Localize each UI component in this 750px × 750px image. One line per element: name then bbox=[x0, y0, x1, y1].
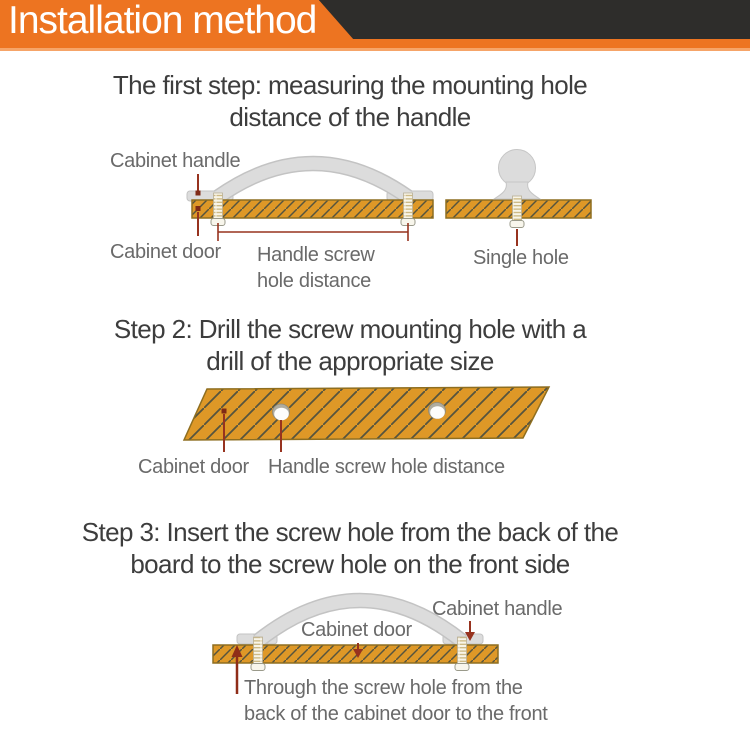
cabinet-door-pointer bbox=[196, 206, 201, 236]
drilled-hole-right bbox=[429, 403, 446, 419]
header-dark-ribbon bbox=[310, 0, 750, 39]
cabinet-handle-pointer bbox=[196, 174, 201, 196]
page-title: Installation method bbox=[8, 0, 317, 42]
label-screw-distance-line2: hole distance bbox=[257, 270, 371, 292]
step3-heading bbox=[10, 516, 690, 580]
label-cabinet-door-2: Cabinet door bbox=[138, 456, 249, 478]
handle-arc bbox=[218, 164, 408, 198]
drilled-hole-left bbox=[273, 404, 290, 420]
screw-right bbox=[401, 193, 415, 226]
step1-heading-line2: distance of the handle bbox=[229, 102, 471, 132]
header-banner bbox=[0, 0, 750, 48]
step3-heading-line1: Step 3: Insert the screw hole from the back of the bbox=[81, 517, 619, 547]
step1-heading bbox=[25, 69, 675, 133]
label-screw-distance-line1: Handle screw bbox=[257, 244, 375, 266]
screw-right-3 bbox=[455, 637, 469, 671]
dimension-line bbox=[218, 223, 408, 241]
screw-left bbox=[211, 193, 225, 226]
header-accent-strip bbox=[0, 48, 750, 51]
label-cabinet-door-3: Cabinet door bbox=[301, 619, 412, 641]
label-handle-screw-hole-distance bbox=[257, 242, 375, 294]
screw-left-3 bbox=[251, 637, 265, 671]
step2-heading-line1: Step 2: Drill the screw mounting hole with a bbox=[113, 314, 587, 344]
label-cabinet-handle-3: Cabinet handle bbox=[432, 598, 563, 620]
knob-ball bbox=[499, 150, 536, 187]
note-line2: back of the cabinet door to the front bbox=[244, 703, 548, 725]
step2-diagram-svg bbox=[150, 383, 570, 458]
label-cabinet-handle: Cabinet handle bbox=[110, 150, 241, 172]
cabinet-door-board-angled bbox=[184, 387, 549, 440]
label-handle-screw-hole-distance-2: Handle screw hole distance bbox=[268, 456, 505, 478]
label-cabinet-door: Cabinet door bbox=[110, 241, 221, 263]
label-single-hole: Single hole bbox=[473, 247, 569, 269]
step1-heading-line1: The first step: measuring the mounting hole bbox=[112, 70, 588, 100]
label-through-screw-hole-note bbox=[244, 675, 548, 727]
step2-heading bbox=[25, 313, 675, 377]
cabinet-door-board bbox=[192, 200, 433, 218]
note-line1: Through the screw hole from the bbox=[244, 677, 523, 699]
step3-heading-line2: board to the screw hole on the front side bbox=[130, 549, 570, 579]
step2-heading-line2: drill of the appropriate size bbox=[206, 346, 494, 376]
